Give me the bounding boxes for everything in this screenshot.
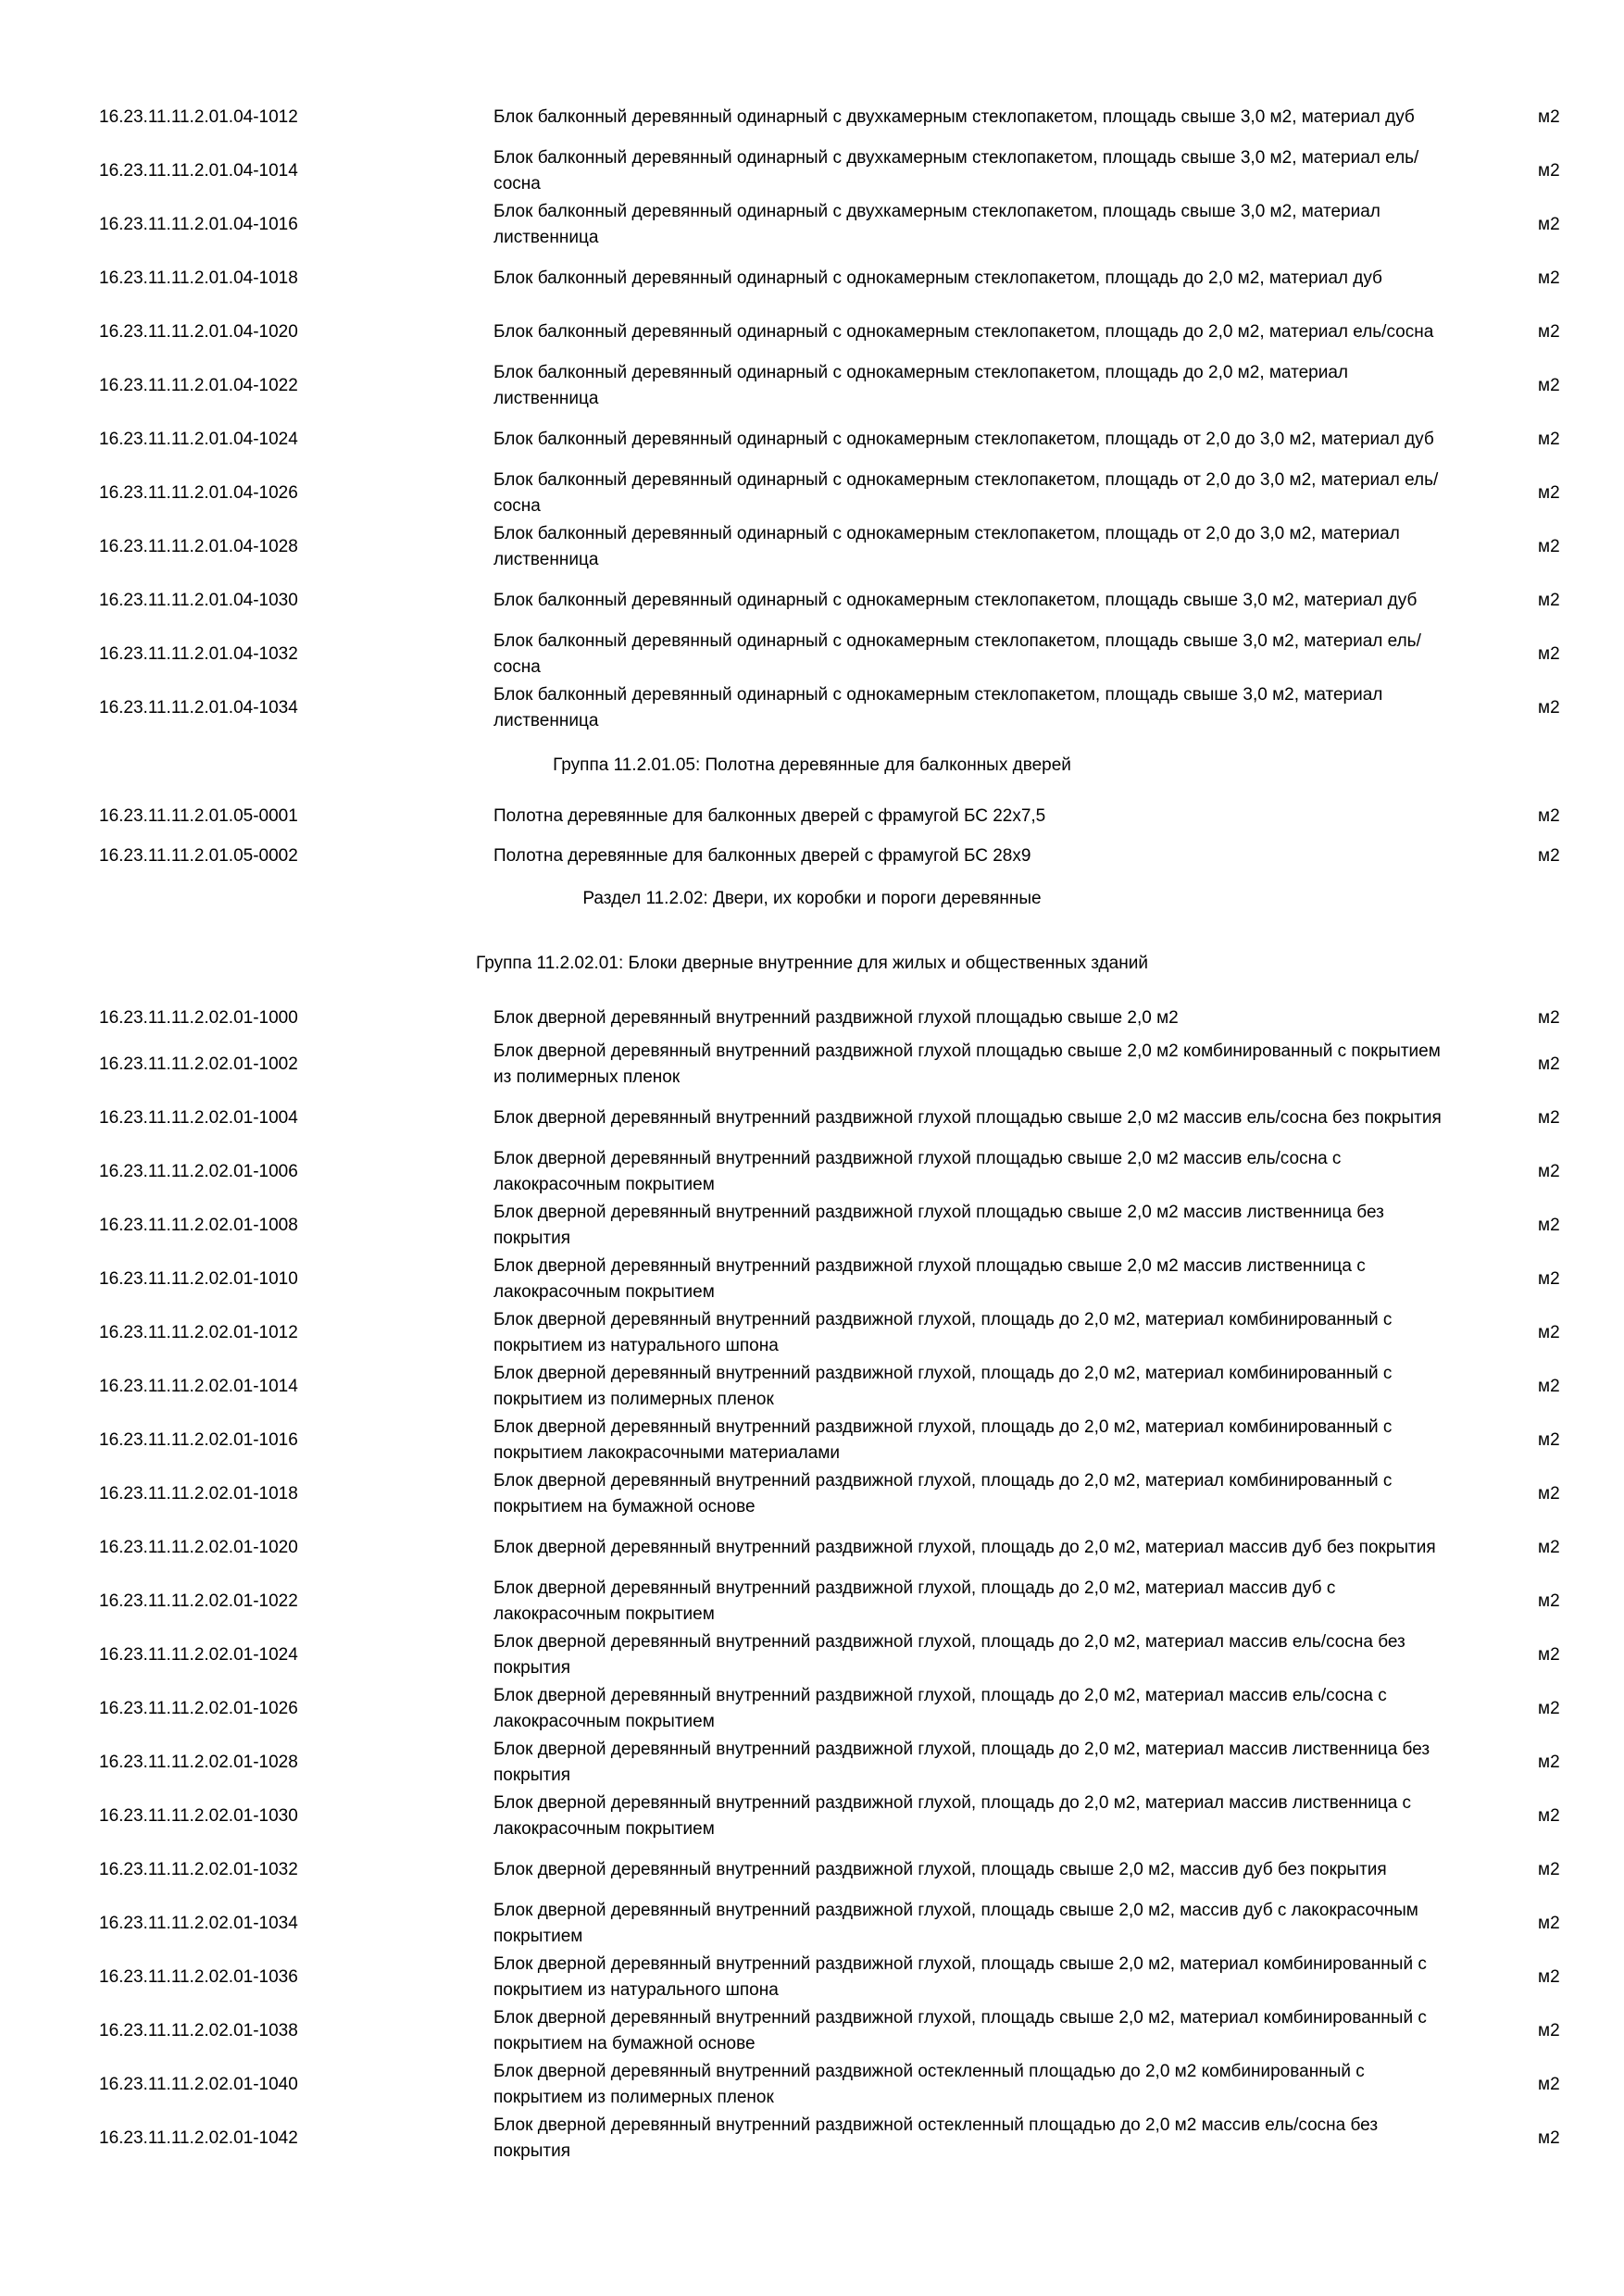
table-row (0, 574, 1624, 628)
item-name: Блок дверной деревянный внутренний раздвижной глухой площадью свыше 2,0 м2 массив лиственница с лакокрасочным покрытием (493, 1256, 1366, 1302)
table-row (0, 1038, 1624, 1092)
item-unit: м2 (1538, 430, 1560, 449)
item-unit: м2 (1538, 322, 1560, 342)
item-unit: м2 (1538, 107, 1560, 127)
table-row (0, 1521, 1624, 1575)
item-unit: м2 (1538, 2075, 1560, 2094)
item-unit: м2 (1538, 376, 1560, 395)
item-name: Блок дверной деревянный внутренний раздвижной глухой, площадь до 2,0 м2, материал массив лиственница с лакокрасочным покрытием (493, 1793, 1412, 1839)
item-unit: м2 (1538, 1430, 1560, 1450)
table-row (0, 1897, 1624, 1951)
item-code: 16.23.11.11.2.02.01-1012 (99, 1323, 298, 1342)
item-code: 16.23.11.11.2.02.01-1000 (99, 1007, 298, 1028)
item-unit: м2 (1538, 1484, 1560, 1504)
item-code: 16.23.11.11.2.02.01-1014 (99, 1377, 298, 1396)
item-code: 16.23.11.11.2.01.04-1026 (99, 483, 298, 503)
item-name: Блок дверной деревянный внутренний раздвижной глухой, площадь до 2,0 м2, материал комбинированный с покрытием лакокрасочными материалами (493, 1417, 1393, 1463)
item-code: 16.23.11.11.2.02.01-1032 (99, 1860, 298, 1879)
item-unit: м2 (1538, 1054, 1560, 1074)
item-unit: м2 (1538, 1216, 1560, 1235)
item-name: Блок балконный деревянный одинарный с двухкамерным стеклопакетом, площадь свыше 3,0 м2, материал лиственница (493, 202, 1380, 247)
item-code: 16.23.11.11.2.01.04-1030 (99, 591, 298, 610)
item-name: Блок дверной деревянный внутренний раздвижной глухой площадью свыше 2,0 м2 массив ель/сосна без покрытия (493, 1108, 1442, 1128)
table-row (0, 306, 1624, 359)
item-code: 16.23.11.11.2.02.01-1040 (99, 2075, 298, 2094)
table-row (0, 628, 1624, 681)
item-code: 16.23.11.11.2.02.01-1042 (99, 2128, 298, 2148)
item-unit: м2 (1538, 2128, 1560, 2148)
item-code: 16.23.11.11.2.02.01-1028 (99, 1753, 298, 1772)
item-name: Блок балконный деревянный одинарный с однокамерным стеклопакетом, площадь свыше 3,0 м2, материал ель/сосна (493, 631, 1421, 677)
item-unit: м2 (1538, 845, 1560, 866)
item-code: 16.23.11.11.2.01.05-0001 (99, 805, 298, 826)
item-code: 16.23.11.11.2.01.04-1012 (99, 107, 298, 127)
item-unit: м2 (1538, 1269, 1560, 1289)
item-code: 16.23.11.11.2.01.04-1020 (99, 322, 298, 342)
item-name: Блок дверной деревянный внутренний раздвижной глухой, площадь свыше 2,0 м2, массив дуб без покрытия (493, 1860, 1387, 1879)
item-unit: м2 (1538, 698, 1560, 718)
table-row (0, 2112, 1624, 2165)
table-row (0, 1628, 1624, 1682)
item-code: 16.23.11.11.2.01.04-1022 (99, 376, 298, 395)
item-code: 16.23.11.11.2.02.01-1030 (99, 1806, 298, 1826)
table-row (0, 2058, 1624, 2112)
item-name: Блок балконный деревянный одинарный с однокамерным стеклопакетом, площадь до 2,0 м2, материал лиственница (493, 363, 1348, 408)
item-unit: м2 (1538, 1323, 1560, 1342)
item-unit: м2 (1538, 591, 1560, 610)
item-name: Блок балконный деревянный одинарный с двухкамерным стеклопакетом, площадь свыше 3,0 м2, материал дуб (493, 107, 1415, 127)
item-unit: м2 (1538, 1538, 1560, 1557)
item-unit: м2 (1538, 1753, 1560, 1772)
item-code: 16.23.11.11.2.01.05-0002 (99, 845, 298, 866)
table-row (0, 1199, 1624, 1253)
table-row (0, 144, 1624, 198)
item-code: 16.23.11.11.2.01.04-1018 (99, 268, 298, 288)
item-code: 16.23.11.11.2.01.04-1032 (99, 644, 298, 664)
item-name: Блок дверной деревянный внутренний раздвижной глухой, площадь до 2,0 м2, материал массив лиственница без покрытия (493, 1740, 1430, 1785)
table-row (0, 1360, 1624, 1414)
item-code: 16.23.11.11.2.02.01-1010 (99, 1269, 298, 1289)
table-row (0, 1145, 1624, 1199)
table-row (0, 520, 1624, 574)
item-code: 16.23.11.11.2.01.04-1024 (99, 430, 298, 449)
item-name: Блок дверной деревянный внутренний раздвижной глухой, площадь до 2,0 м2, материал комбинированный с покрытием из натурального шпона (493, 1310, 1393, 1355)
item-unit: м2 (1538, 1699, 1560, 1718)
item-unit: м2 (1538, 1645, 1560, 1665)
item-name: Блок дверной деревянный внутренний раздвижной глухой, площадь до 2,0 м2, материал массив ель/сосна без покрытия (493, 1632, 1405, 1678)
item-code: 16.23.11.11.2.02.01-1002 (99, 1054, 298, 1074)
item-unit: м2 (1538, 1806, 1560, 1826)
item-name: Блок дверной деревянный внутренний раздвижной глухой, площадь свыше 2,0 м2, материал комбинированный с покрытием из натурального шпона (493, 1954, 1427, 2000)
table-row (0, 1575, 1624, 1628)
item-unit: м2 (1538, 1377, 1560, 1396)
item-code: 16.23.11.11.2.01.04-1034 (99, 698, 298, 718)
table-row (0, 1253, 1624, 1306)
item-name: Блок дверной деревянный внутренний раздвижной глухой площадью свыше 2,0 м2 массив ель/сосна с лакокрасочным покрытием (493, 1149, 1342, 1194)
item-name: Блок балконный деревянный одинарный с однокамерным стеклопакетом, площадь свыше 3,0 м2, материал лиственница (493, 685, 1383, 730)
item-unit: м2 (1538, 537, 1560, 556)
item-unit: м2 (1538, 215, 1560, 234)
item-code: 16.23.11.11.2.02.01-1018 (99, 1484, 298, 1504)
item-code: 16.23.11.11.2.02.01-1006 (99, 1162, 298, 1181)
item-name: Блок дверной деревянный внутренний раздвижной остекленный площадью до 2,0 м2 комбинированный с покрытием из полимерных пленок (493, 2062, 1365, 2107)
table-row (0, 91, 1624, 144)
item-code: 16.23.11.11.2.02.01-1022 (99, 1591, 298, 1611)
item-unit: м2 (1538, 805, 1560, 826)
item-unit: м2 (1538, 268, 1560, 288)
item-name: Блок дверной деревянный внутренний раздвижной глухой, площадь свыше 2,0 м2, материал комбинированный с покрытием на бумажной основе (493, 2008, 1427, 2053)
item-unit: м2 (1538, 161, 1560, 181)
item-name: Блок дверной деревянный внутренний раздвижной глухой, площадь до 2,0 м2, материал массив дуб с лакокрасочным покрытием (493, 1578, 1336, 1624)
table-row (0, 998, 1624, 1038)
group-heading: Группа 11.2.01.05: Полотна деревянные для балконных дверей (553, 755, 1071, 775)
item-name: Блок балконный деревянный одинарный с однокамерным стеклопакетом, площадь до 2,0 м2, материал дуб (493, 268, 1382, 288)
item-unit: м2 (1538, 1591, 1560, 1611)
item-code: 16.23.11.11.2.01.04-1016 (99, 215, 298, 234)
item-code: 16.23.11.11.2.02.01-1004 (99, 1108, 298, 1128)
item-name: Полотна деревянные для балконных дверей с фрамугой БС 22х7,5 (493, 805, 1046, 826)
item-name: Блок дверной деревянный внутренний раздвижной глухой, площадь до 2,0 м2, материал массив ель/сосна с лакокрасочным покрытием (493, 1686, 1387, 1731)
group-heading: Группа 11.2.02.01: Блоки дверные внутренние для жилых и общественных зданий (476, 954, 1148, 973)
table-row (0, 836, 1624, 876)
table-row (0, 359, 1624, 413)
section-heading: Раздел 11.2.02: Двери, их коробки и пороги деревянные (582, 889, 1042, 908)
table-row (0, 1306, 1624, 1360)
table-block-door-leaves (0, 796, 1624, 876)
item-unit: м2 (1538, 1162, 1560, 1181)
item-code: 16.23.11.11.2.02.01-1024 (99, 1645, 298, 1665)
item-code: 16.23.11.11.2.01.04-1014 (99, 161, 298, 181)
table-row (0, 467, 1624, 520)
item-name: Блок дверной деревянный внутренний раздвижной глухой площадью свыше 2,0 м2 комбинированный с покрытием из полимерных пленок (493, 1042, 1441, 1087)
item-name: Блок дверной деревянный внутренний раздвижной глухой площадью свыше 2,0 м2 (493, 1007, 1179, 1028)
item-code: 16.23.11.11.2.01.04-1028 (99, 537, 298, 556)
item-name: Блок дверной деревянный внутренний раздвижной глухой, площадь до 2,0 м2, материал массив дуб без покрытия (493, 1538, 1436, 1557)
table-row (0, 252, 1624, 306)
table-row (0, 1790, 1624, 1843)
item-unit: м2 (1538, 1108, 1560, 1128)
document-page (0, 91, 1624, 2165)
item-code: 16.23.11.11.2.02.01-1016 (99, 1430, 298, 1450)
item-unit: м2 (1538, 1860, 1560, 1879)
item-code: 16.23.11.11.2.02.01-1008 (99, 1216, 298, 1235)
table-block-interior-doors (0, 998, 1624, 2165)
item-code: 16.23.11.11.2.02.01-1036 (99, 1967, 298, 1987)
item-name: Полотна деревянные для балконных дверей с фрамугой БС 28х9 (493, 845, 1031, 866)
item-name: Блок дверной деревянный внутренний раздвижной остекленный площадью до 2,0 м2 массив ель/сосна без покрытия (493, 2115, 1379, 2161)
table-row (0, 198, 1624, 252)
item-name: Блок дверной деревянный внутренний раздвижной глухой, площадь свыше 2,0 м2, массив дуб с лакокрасочным покрытием (493, 1901, 1418, 1946)
item-unit: м2 (1538, 2021, 1560, 2040)
table-row (0, 1951, 1624, 2004)
item-code: 16.23.11.11.2.02.01-1038 (99, 2021, 298, 2040)
item-unit: м2 (1538, 1967, 1560, 1987)
item-name: Блок балконный деревянный одинарный с двухкамерным стеклопакетом, площадь свыше 3,0 м2, материал ель/сосна (493, 148, 1419, 193)
table-row (0, 1682, 1624, 1736)
item-name: Блок балконный деревянный одинарный с однокамерным стеклопакетом, площадь от 2,0 до 3,0 м2, материал лиственница (493, 524, 1400, 569)
item-code: 16.23.11.11.2.02.01-1034 (99, 1914, 298, 1933)
table-row (0, 1843, 1624, 1897)
table-row (0, 1414, 1624, 1467)
table-row (0, 413, 1624, 467)
item-code: 16.23.11.11.2.02.01-1026 (99, 1699, 298, 1718)
item-name: Блок балконный деревянный одинарный с однокамерным стеклопакетом, площадь от 2,0 до 3,0 м2, материал ель/сосна (493, 470, 1439, 516)
table-row (0, 2004, 1624, 2058)
item-name: Блок балконный деревянный одинарный с однокамерным стеклопакетом, площадь от 2,0 до 3,0 м2, материал дуб (493, 430, 1434, 449)
item-unit: м2 (1538, 1914, 1560, 1933)
item-name: Блок дверной деревянный внутренний раздвижной глухой, площадь до 2,0 м2, материал комбинированный с покрытием из полимерных пленок (493, 1364, 1393, 1409)
table-row (0, 1467, 1624, 1521)
table-row (0, 1092, 1624, 1145)
item-code: 16.23.11.11.2.02.01-1020 (99, 1538, 298, 1557)
item-unit: м2 (1538, 483, 1560, 503)
table-row (0, 1736, 1624, 1790)
item-name: Блок балконный деревянный одинарный с однокамерным стеклопакетом, площадь до 2,0 м2, материал ель/сосна (493, 322, 1434, 342)
item-unit: м2 (1538, 1007, 1560, 1028)
table-row (0, 796, 1624, 836)
item-unit: м2 (1538, 644, 1560, 664)
item-name: Блок дверной деревянный внутренний раздвижной глухой площадью свыше 2,0 м2 массив лиственница без покрытия (493, 1203, 1384, 1248)
table-block-balcony (0, 91, 1624, 735)
table-row (0, 681, 1624, 735)
item-name: Блок балконный деревянный одинарный с однокамерным стеклопакетом, площадь свыше 3,0 м2, материал дуб (493, 591, 1418, 610)
item-name: Блок дверной деревянный внутренний раздвижной глухой, площадь до 2,0 м2, материал комбинированный с покрытием на бумажной основе (493, 1471, 1393, 1516)
